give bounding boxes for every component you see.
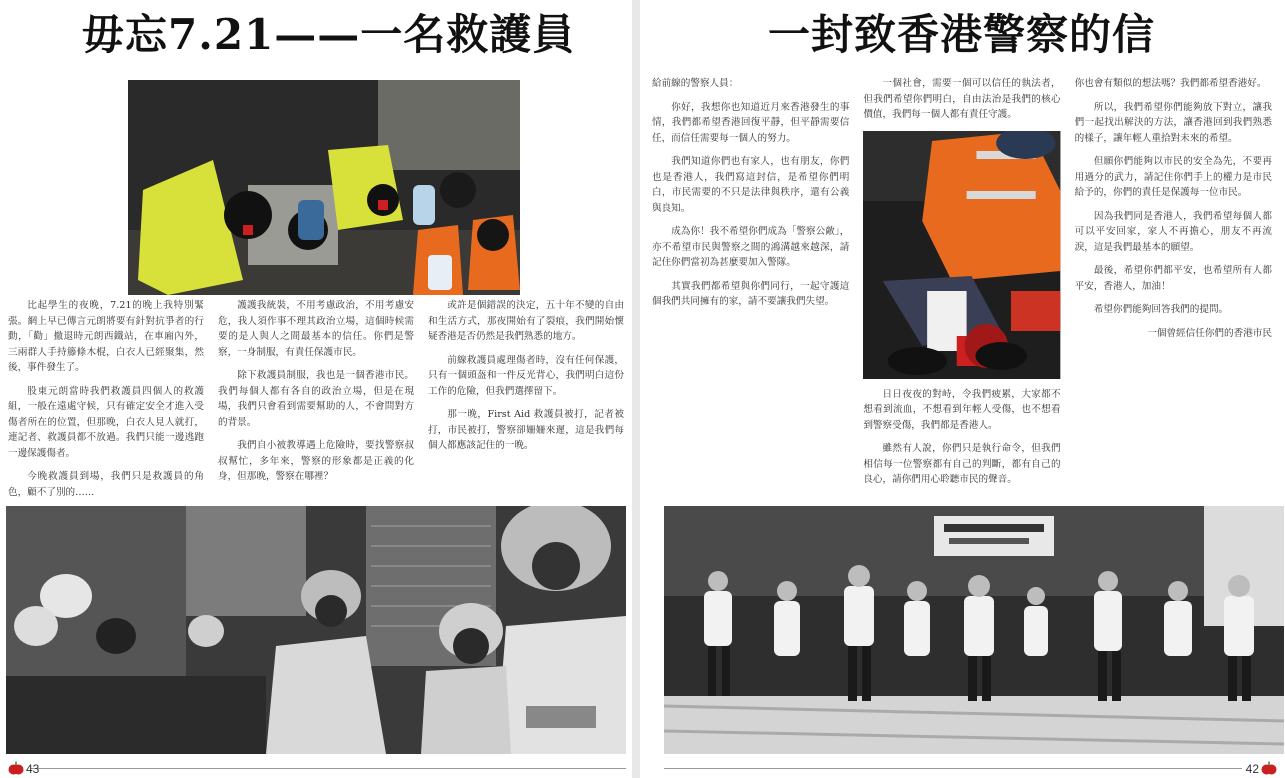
paragraph: 希望你們能夠回答我們的提問。 (1093, 304, 1229, 315)
photo-white-shirt-crowd (664, 506, 1284, 754)
left-article-text (8, 298, 624, 503)
paragraph: 我們自小被教導遇上危險時，要找警察叔叔幫忙，多年來，警察的形象都是正義的化身，但那晚，警察在哪裡？ (218, 440, 414, 482)
apple-icon (8, 761, 24, 775)
paragraph: 所以，我們希望你們能夠放下對立，讓我們一起找出解決的方法，讓香港回到我們熟悉的樣子，讓年輕人重拾對未來的希望。 (1074, 101, 1272, 144)
right-text-column-2 (863, 76, 1060, 496)
apple-icon (1261, 761, 1277, 775)
paragraph: 護護我統裝，不用考慮政治，不用考慮安危，我人須作事不理其政治立場，這個時候需要的是人與人之間最基本的信任。你們是警察，一身制服，有責任保護市民。 (218, 300, 414, 358)
page-number: 42 (1245, 762, 1259, 776)
page-number: 43 (26, 762, 40, 776)
paragraph: 那一晚，First Aid 救護員被打，記者被打，市民被打，警察卻姍姍來遲，這是我們每個人都應該記住的一晚。 (428, 409, 624, 451)
left-text-column-3 (428, 298, 624, 503)
salutation: 給前線的警察人員： (652, 78, 739, 89)
paragraph: 日日夜夜的對峙，令我們疲累，大家都不想看到流血，不想看到年輕人受傷，也不想看到警察受傷，我們都是香港人。 (863, 388, 1061, 431)
right-article-text (652, 76, 1272, 496)
paragraph: 比起學生的夜晚，7.21的晚上我特別緊張。網上早已傳言元朗將要有針對抗爭者的行動，「勸」撤退時元朗西鐵站，在車廂內外，三兩群人手持籐條木棍，白衣人已經聚集，然後，事件發生了。 (8, 300, 204, 373)
left-headline: 毋忘7.21——一名救護員 (82, 10, 576, 59)
paragraph: 我們知道你們也有家人，也有朋友，你們也是香港人，我們寫這封信，是希望你們明白，市民需要的不只是法律與秩序，還有公義與良知。 (652, 156, 850, 214)
paragraph: 成為你！我不希望你們成為「警察公敵」，亦不希望市民與警察之間的鴻溝越來越深，請記住你們當初為甚麼要加入警隊。 (652, 226, 850, 268)
paragraph: 因為我們同是香港人，我們希望每個人都可以平安回家，家人不再擔心，朋友不再流淚，這是我們最基本的願望。 (1074, 210, 1272, 253)
paragraph: 股東元朗當時我們救護員四個人的救護組，一般在遠處守候，只有確定安全才進入受傷者所在的位置，但那晚，白衣人見人就打，連記者、救護員都不放過。我們只能一邊逃跑一邊保護傷者。 (8, 385, 204, 459)
left-text-column-1 (8, 298, 204, 503)
signature: 一個曾經信任你們的香港市民 (1147, 327, 1272, 339)
right-page (640, 0, 1285, 778)
paragraph: 但願你們能夠以市民的安全為先，不要再用過分的武力，請記住你們手上的權力是市民給予的，你們的責任是保護每一位市民。 (1074, 156, 1272, 198)
page-gutter (632, 0, 640, 778)
photo-injured-man-treated (863, 131, 1060, 379)
paragraph: 雖然有人說，你們只是執行命令，但我們相信每一位警察都有自己的判斷，都有自己的良心，請你們用心聆聽市民的聲音。 (863, 443, 1061, 485)
left-text-column-2 (218, 298, 414, 503)
photo-paramedics-treating-injured (128, 80, 520, 295)
paragraph: 前線救護員處理傷者時，沒有任何保護，只有一個頭盔和一件反光背心，我們明白這份工作的危險，但我們選擇留下。 (428, 354, 624, 397)
right-text-column-3 (1075, 76, 1272, 496)
photo-first-aiders-gas-masks (6, 506, 626, 754)
paragraph: 除下救護員制服，我也是一個香港市民。我們每個人都有各自的政治立場，但是在現場，我們只會看到需要幫助的人，不會問對方的背景。 (218, 370, 414, 428)
paragraph: 今晚救護員到場，我們只是救護員的角色，顧不了別的…… (8, 471, 204, 498)
folio-rule (664, 768, 1242, 769)
folio-rule (30, 768, 626, 769)
paragraph: 其實我們都希望與你們同行，一起守護這個我們共同擁有的家，請不要讓我們失望。 (652, 280, 850, 307)
paragraph: 一個社會，需要一個可以信任的執法者，但我們希望你們明白，自由法治是我們的核心價值，我們每一個人都有責任守護。 (863, 78, 1061, 120)
paragraph: 你也會有類似的想法嗎？我們都希望香港好。 (1074, 78, 1267, 89)
right-text-column-1 (652, 76, 849, 496)
paragraph: 最後，希望你們都平安，也希望所有人都平安，香港人，加油！ (1074, 265, 1272, 292)
left-page (0, 0, 632, 778)
paragraph: 或許是個錯誤的決定，五十年不變的自由和生活方式，那夜開始有了裂痕，我們開始懷疑香港是否仍然是我們熟悉的地方。 (428, 300, 624, 342)
paragraph: 你好，我想你也知道近月來香港發生的事情，我們都希望香港回復平靜，但平靜需要信任，而信任需要每一個人的努力。 (652, 101, 850, 144)
right-headline: 一封致香港警察的信 (768, 10, 1156, 59)
